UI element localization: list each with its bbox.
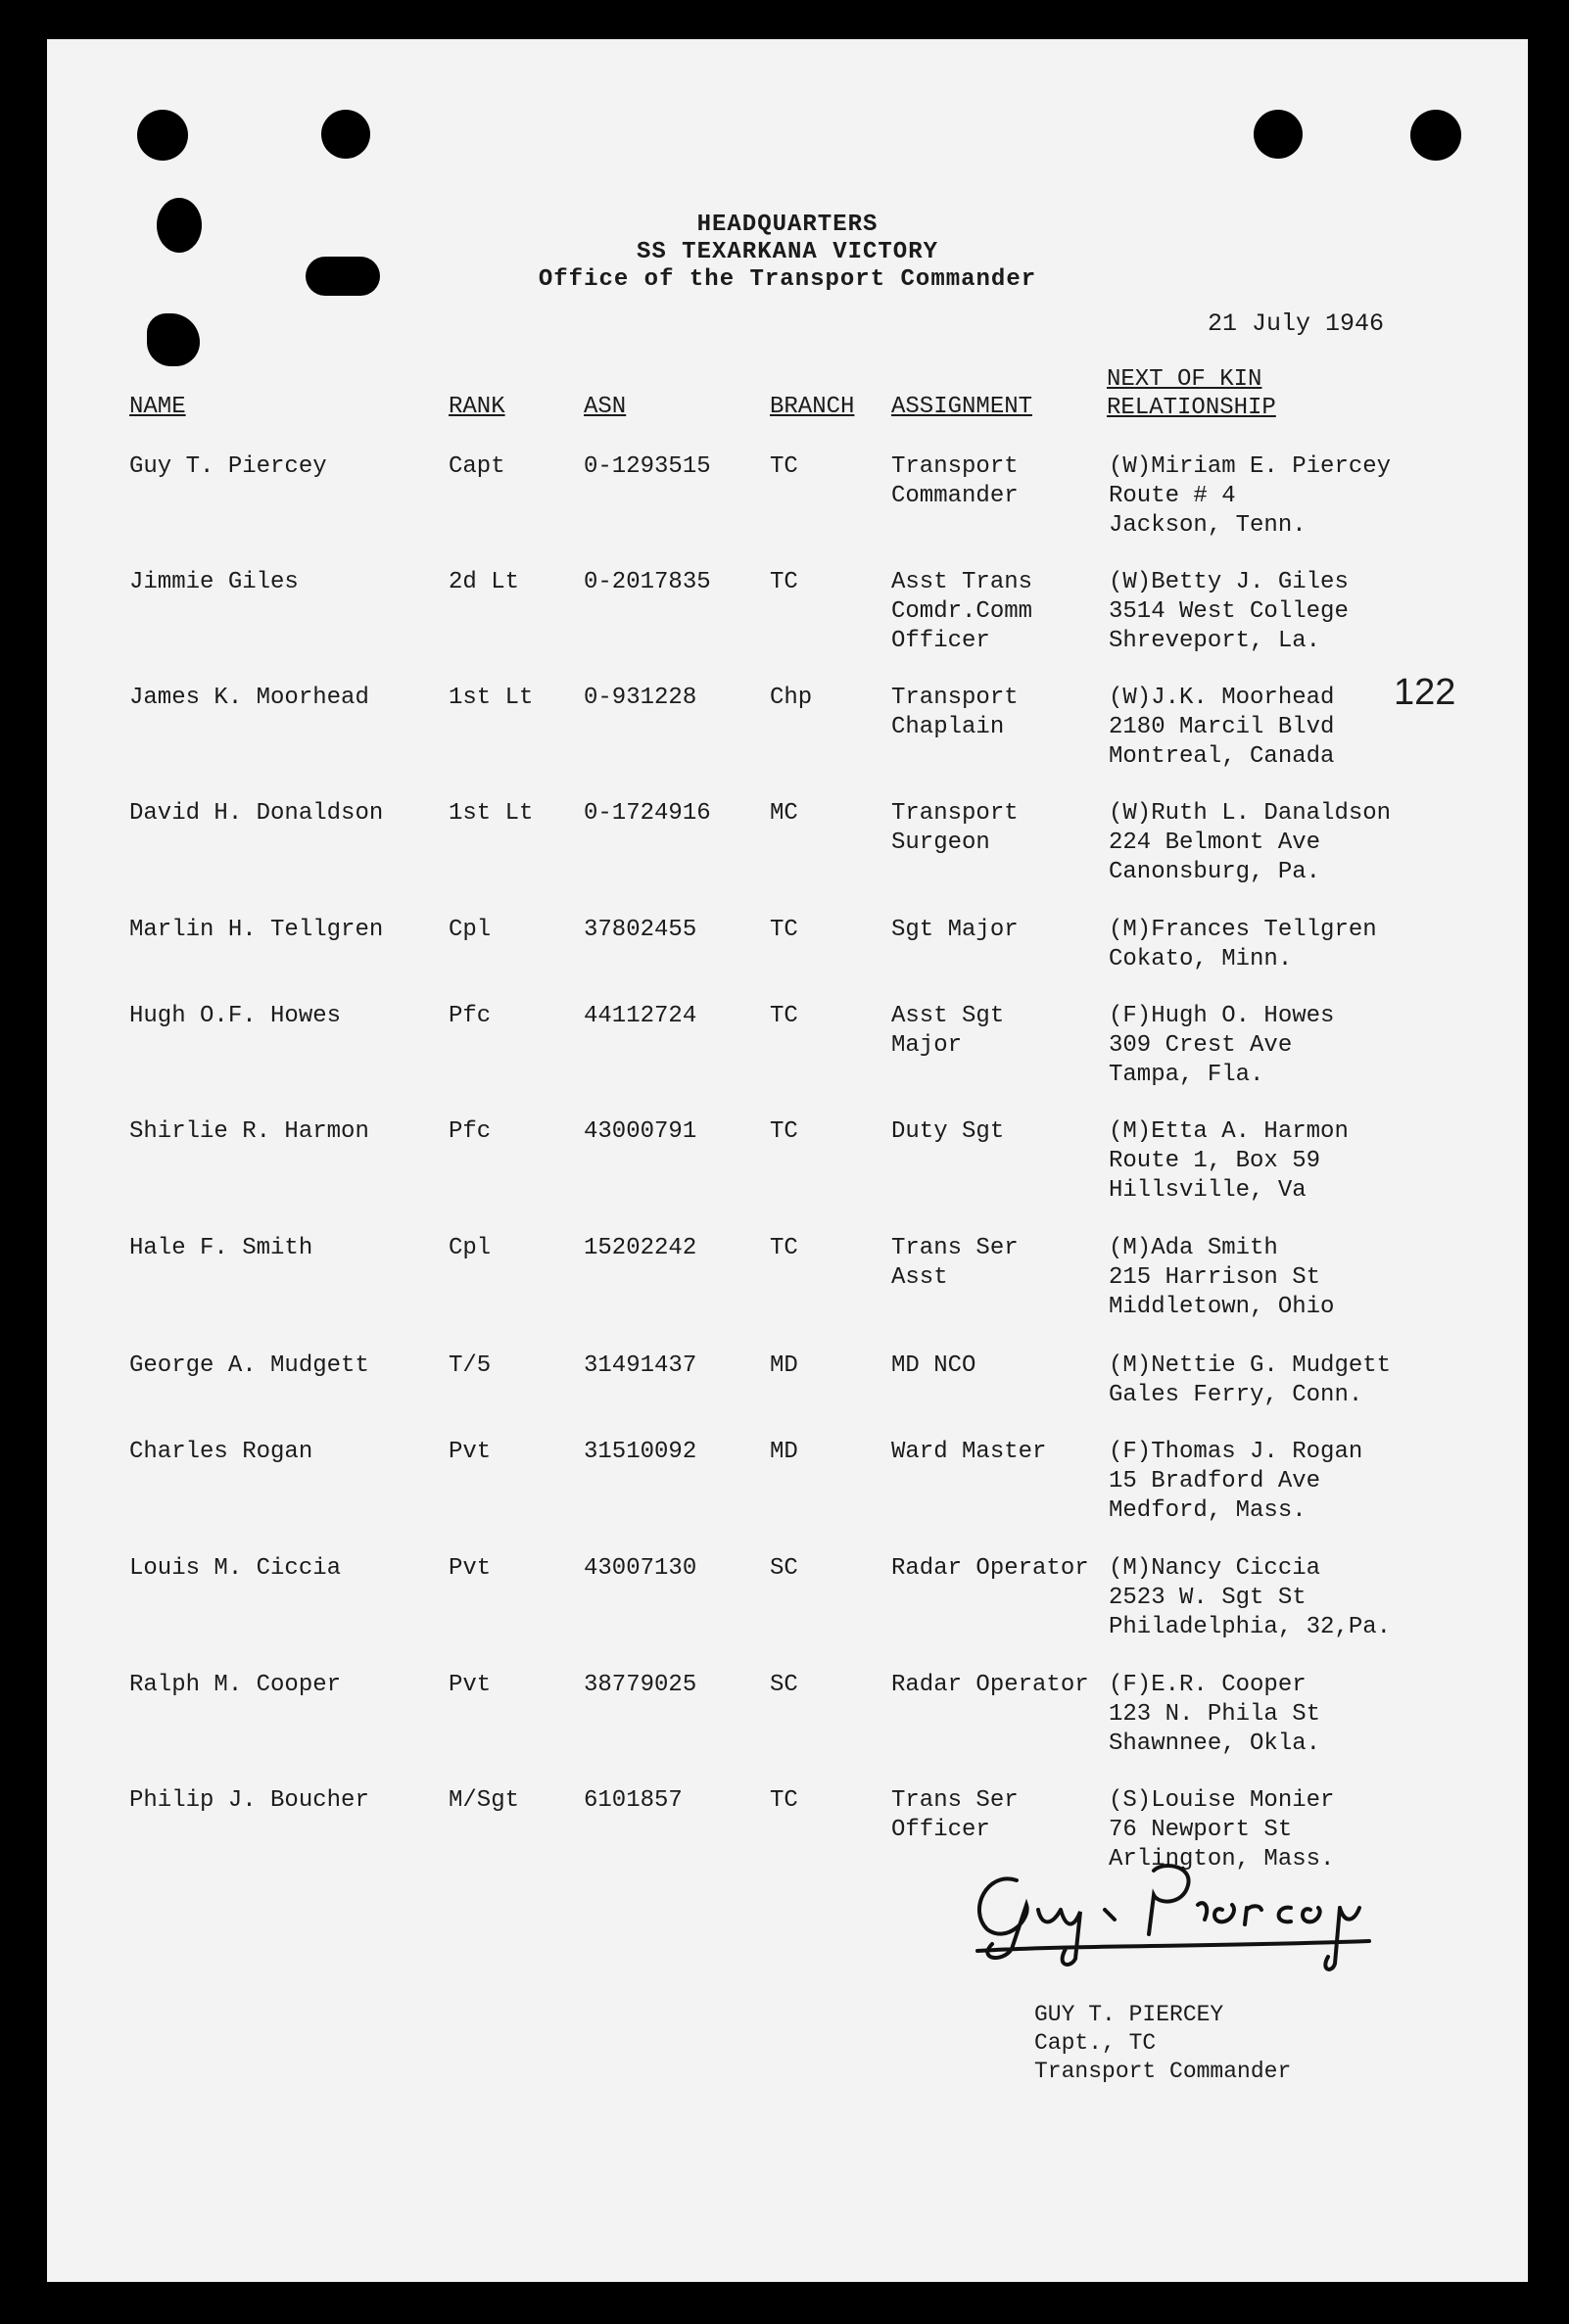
- asn-cell: 0-1293515: [584, 453, 711, 480]
- branch-cell: Chp: [770, 685, 813, 711]
- branch-cell: MD: [770, 1352, 798, 1379]
- column-header-asn: ASN: [584, 394, 627, 420]
- asn-cell: 43007130: [584, 1555, 697, 1582]
- signer-rank: Capt., TC: [1034, 2030, 1157, 2056]
- column-header-rank: RANK: [449, 394, 505, 420]
- column-header-next-of-kin: NEXT OF KIN RELATIONSHIP: [1107, 366, 1276, 421]
- assignment-cell: Radar Operator: [891, 1555, 1089, 1582]
- name-cell: Shirlie R. Harmon: [129, 1118, 369, 1145]
- signature-block: [1034, 2001, 1291, 2086]
- rank-cell: Pvt: [449, 1439, 492, 1465]
- assignment-cell: Transport Chaplain: [891, 685, 1019, 740]
- next-of-kin-cell: (M)Nancy Ciccia 2523 W. Sgt St Philadelphia, 32,Pa.: [1109, 1555, 1392, 1640]
- table-row: [47, 799, 1528, 912]
- asn-cell: 37802455: [584, 917, 697, 943]
- next-of-kin-cell: (F)Thomas J. Rogan 15 Bradford Ave Medford, Mass.: [1109, 1439, 1363, 1524]
- name-cell: Hugh O.F. Howes: [129, 1003, 342, 1029]
- rank-cell: Pvt: [449, 1555, 492, 1582]
- name-cell: Ralph M. Cooper: [129, 1672, 342, 1698]
- punch-hole: [321, 110, 370, 159]
- asn-cell: 6101857: [584, 1787, 683, 1814]
- rank-cell: Pvt: [449, 1672, 492, 1698]
- branch-cell: SC: [770, 1555, 798, 1582]
- branch-cell: MD: [770, 1439, 798, 1465]
- branch-cell: TC: [770, 453, 798, 480]
- branch-cell: TC: [770, 1118, 798, 1145]
- next-of-kin-cell: (M)Frances Tellgren Cokato, Minn.: [1109, 917, 1377, 972]
- table-row: [47, 452, 1528, 565]
- branch-cell: MC: [770, 800, 798, 827]
- branch-cell: TC: [770, 917, 798, 943]
- assignment-cell: Duty Sgt: [891, 1118, 1005, 1145]
- table-row: [47, 684, 1528, 796]
- column-header-branch: BRANCH: [770, 394, 855, 420]
- assignment-cell: Asst Trans Comdr.Comm Officer: [891, 569, 1033, 654]
- assignment-cell: Sgt Major: [891, 917, 1019, 943]
- asn-cell: 0-931228: [584, 685, 697, 711]
- next-of-kin-cell: (F)Hugh O. Howes 309 Crest Ave Tampa, Fla.: [1109, 1003, 1335, 1088]
- branch-cell: TC: [770, 1787, 798, 1814]
- rank-cell: 2d Lt: [449, 569, 520, 595]
- name-cell: Marlin H. Tellgren: [129, 917, 384, 943]
- table-row: [47, 568, 1528, 681]
- name-cell: James K. Moorhead: [129, 685, 369, 711]
- branch-cell: SC: [770, 1672, 798, 1698]
- name-cell: Philip J. Boucher: [129, 1787, 369, 1814]
- rank-cell: Pfc: [449, 1003, 492, 1029]
- name-cell: Hale F. Smith: [129, 1235, 313, 1261]
- header-line-3: Office of the Transport Commander: [538, 266, 1037, 293]
- next-of-kin-cell: (S)Louise Monier 76 Newport St Arlington, Mass.: [1109, 1787, 1335, 1873]
- document-page: [47, 39, 1528, 2282]
- table-row: [47, 1671, 1528, 1783]
- branch-cell: TC: [770, 569, 798, 595]
- asn-cell: 43000791: [584, 1118, 697, 1145]
- header-line-2: SS TEXARKANA VICTORY: [636, 239, 939, 265]
- next-of-kin-cell: (W)Miriam E. Piercey Route # 4 Jackson, Tenn.: [1109, 453, 1392, 539]
- rank-cell: Cpl: [449, 1235, 492, 1261]
- next-of-kin-cell: (M)Ada Smith 215 Harrison St Middletown, Ohio: [1109, 1235, 1335, 1320]
- margin-page-number: 122: [1394, 672, 1456, 713]
- punch-hole: [1410, 110, 1461, 161]
- punch-hole: [147, 313, 200, 366]
- document-date: 21 July 1946: [1208, 309, 1385, 338]
- assignment-cell: Transport Surgeon: [891, 800, 1019, 856]
- name-cell: George A. Mudgett: [129, 1352, 369, 1379]
- column-header-assignment: ASSIGNMENT: [891, 394, 1033, 420]
- signer-name: GUY T. PIERCEY: [1034, 2002, 1224, 2027]
- name-cell: Guy T. Piercey: [129, 453, 327, 480]
- name-cell: Jimmie Giles: [129, 569, 299, 595]
- asn-cell: 15202242: [584, 1235, 697, 1261]
- next-of-kin-cell: (M)Nettie G. Mudgett Gales Ferry, Conn.: [1109, 1352, 1392, 1408]
- asn-cell: 0-1724916: [584, 800, 711, 827]
- assignment-cell: Trans Ser Officer: [891, 1787, 1019, 1843]
- rank-cell: Capt: [449, 453, 505, 480]
- column-header-name: NAME: [129, 394, 186, 420]
- next-of-kin-cell: (F)E.R. Cooper 123 N. Phila St Shawnnee, Okla.: [1109, 1672, 1321, 1757]
- assignment-cell: MD NCO: [891, 1352, 976, 1379]
- rank-cell: Pfc: [449, 1118, 492, 1145]
- asn-cell: 38779025: [584, 1672, 697, 1698]
- table-row: [47, 1117, 1528, 1230]
- assignment-cell: Radar Operator: [891, 1672, 1089, 1698]
- next-of-kin-cell: (W)Betty J. Giles 3514 West College Shreveport, La.: [1109, 569, 1349, 654]
- rank-cell: 1st Lt: [449, 800, 534, 827]
- handwritten-signature: [958, 1851, 1467, 1978]
- assignment-cell: Trans Ser Asst: [891, 1235, 1019, 1291]
- assignment-cell: Ward Master: [891, 1439, 1047, 1465]
- asn-cell: 0-2017835: [584, 569, 711, 595]
- table-row: [47, 1002, 1528, 1115]
- table-row: [47, 1234, 1528, 1347]
- name-cell: Charles Rogan: [129, 1439, 313, 1465]
- branch-cell: TC: [770, 1003, 798, 1029]
- punch-hole: [137, 110, 188, 161]
- rank-cell: T/5: [449, 1352, 492, 1379]
- next-of-kin-cell: (M)Etta A. Harmon Route 1, Box 59 Hillsville, Va: [1109, 1118, 1349, 1204]
- next-of-kin-cell: (W)J.K. Moorhead 2180 Marcil Blvd Montreal, Canada: [1109, 685, 1335, 770]
- punch-hole: [1254, 110, 1303, 159]
- signer-title: Transport Commander: [1034, 2059, 1292, 2084]
- rank-cell: Cpl: [449, 917, 492, 943]
- rank-cell: M/Sgt: [449, 1787, 520, 1814]
- table-row: [47, 1438, 1528, 1550]
- assignment-cell: Asst Sgt Major: [891, 1003, 1005, 1059]
- asn-cell: 31491437: [584, 1352, 697, 1379]
- asn-cell: 31510092: [584, 1439, 697, 1465]
- rank-cell: 1st Lt: [449, 685, 534, 711]
- name-cell: Louis M. Ciccia: [129, 1555, 342, 1582]
- next-of-kin-cell: (W)Ruth L. Danaldson 224 Belmont Ave Canonsburg, Pa.: [1109, 800, 1392, 885]
- name-cell: David H. Donaldson: [129, 800, 384, 827]
- header-line-1: HEADQUARTERS: [696, 212, 879, 238]
- table-row: [47, 1554, 1528, 1667]
- asn-cell: 44112724: [584, 1003, 697, 1029]
- branch-cell: TC: [770, 1235, 798, 1261]
- assignment-cell: Transport Commander: [891, 453, 1019, 509]
